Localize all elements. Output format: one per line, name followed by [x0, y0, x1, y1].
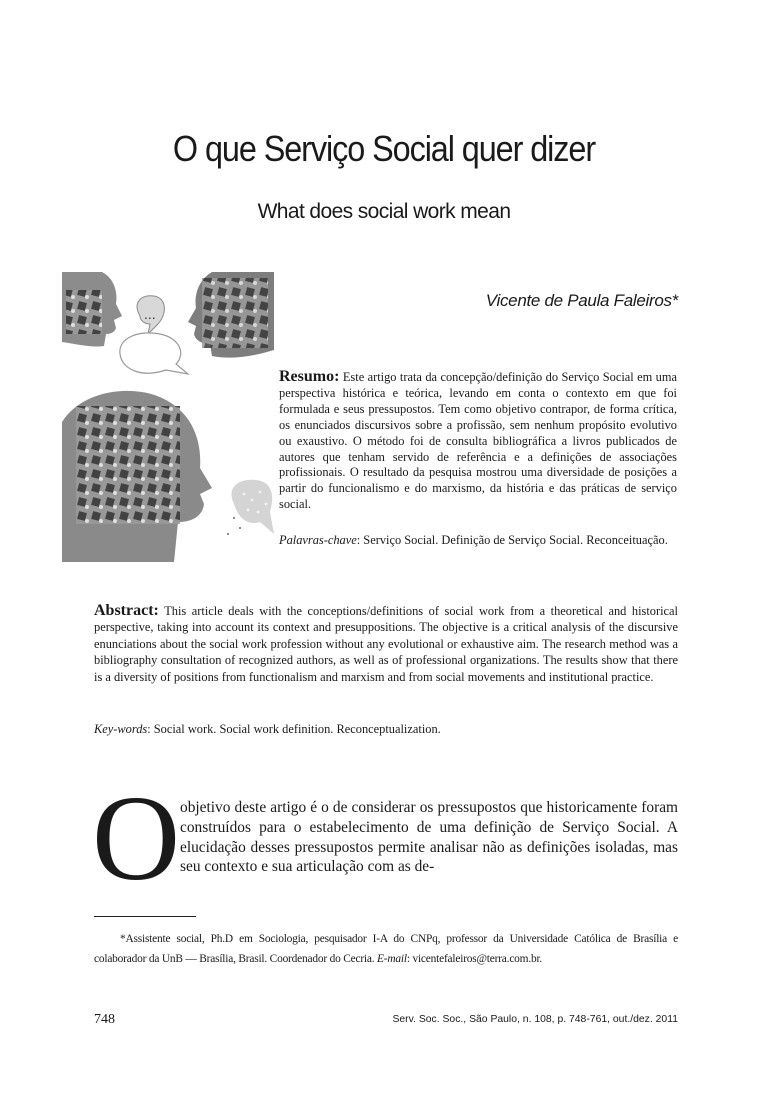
footnote-email: : vicentefaleiros@terra.com.br.	[406, 952, 543, 965]
abstract-label: Abstract:	[94, 602, 159, 619]
speech-bubble-bottom	[231, 480, 274, 534]
key-words-label: Key-words	[94, 722, 148, 736]
palavras-chave-label: Palavras-chave	[279, 533, 357, 547]
footnote-email-label: E-mail	[377, 952, 407, 965]
author-name: Vicente de Paula Faleiros*	[485, 291, 678, 310]
resumo-paragraph	[279, 369, 677, 513]
page-number: 748	[94, 1012, 115, 1027]
article-title: O que Serviço Social quer dizer	[172, 128, 596, 169]
palavras-chave	[279, 532, 677, 548]
illustration-heads-speech-bubbles	[62, 272, 274, 562]
resumo-label: Resumo:	[279, 368, 340, 385]
article-subtitle: What does social work mean	[257, 200, 511, 223]
key-words-text: : Social work. Social work definition. Reconceptualization.	[147, 722, 441, 736]
footnote-text: *Assistente social, Ph.D em Sociologia, pesquisador I-A do CNPq, professor da Universidade Católica de Brasília e colaborador da UnB — Brasília, Brasil. Coordenador do Cecria.	[94, 933, 678, 965]
abstract-text: This article deals with the conceptions/definitions of social work from a theoretical and historical perspective, taking into account its context and presuppositions. The objective is a critical analysis of the discursive enunciations about the social work profession without any evolutional or exhaustive aim. The research method was a bibliography consultation of recognized authors, as well as of professional organizations. The results show that there is a diversity of positions from functionalism and marxism and from social movements and institutional practice.	[94, 604, 679, 684]
resumo-text: Este artigo trata da concepção/definição do Serviço Social em uma perspectiva histórica e teórica, levando em conta o contexto em que foi formulada e seus pressupostos. Tem como objetivo contrapor, de forma crítica, os enunciados discursivos sobre a profissão, sem nenhum propósito evolutivo ou exaustivo. O método foi de consulta bibliográfica a livros publicados de autores que tenham servido de referência e a definições de associações profissionais. O resultado da pesquisa mostrou uma diversidade de posições a partir do funcionalismo e do marxismo, da história e das práticas de serviço social.	[279, 370, 677, 512]
speech-bubble-dots: ...	[144, 306, 156, 322]
body-paragraph: objetivo deste artigo é o de considerar os pressupostos que historicamente foram construídos para o estabelecimento de uma definição de Serviço Social. A elucidação desses pressupostos permite analisar não as definições isoladas, mas seu contexto e sua articulação com as de-	[180, 799, 678, 876]
speech-bubble-middle	[120, 333, 188, 374]
palavras-chave-text: : Serviço Social. Definição de Serviço Social. Reconceituação.	[356, 533, 668, 547]
drop-cap: O	[92, 771, 181, 906]
abstract-paragraph	[94, 603, 678, 685]
running-footer: Serv. Soc. Soc., São Paulo, n. 108, p. 748-761, out./dez. 2011	[392, 1014, 678, 1025]
footnote-divider	[94, 916, 196, 917]
footnote	[94, 930, 678, 970]
key-words	[94, 721, 678, 737]
